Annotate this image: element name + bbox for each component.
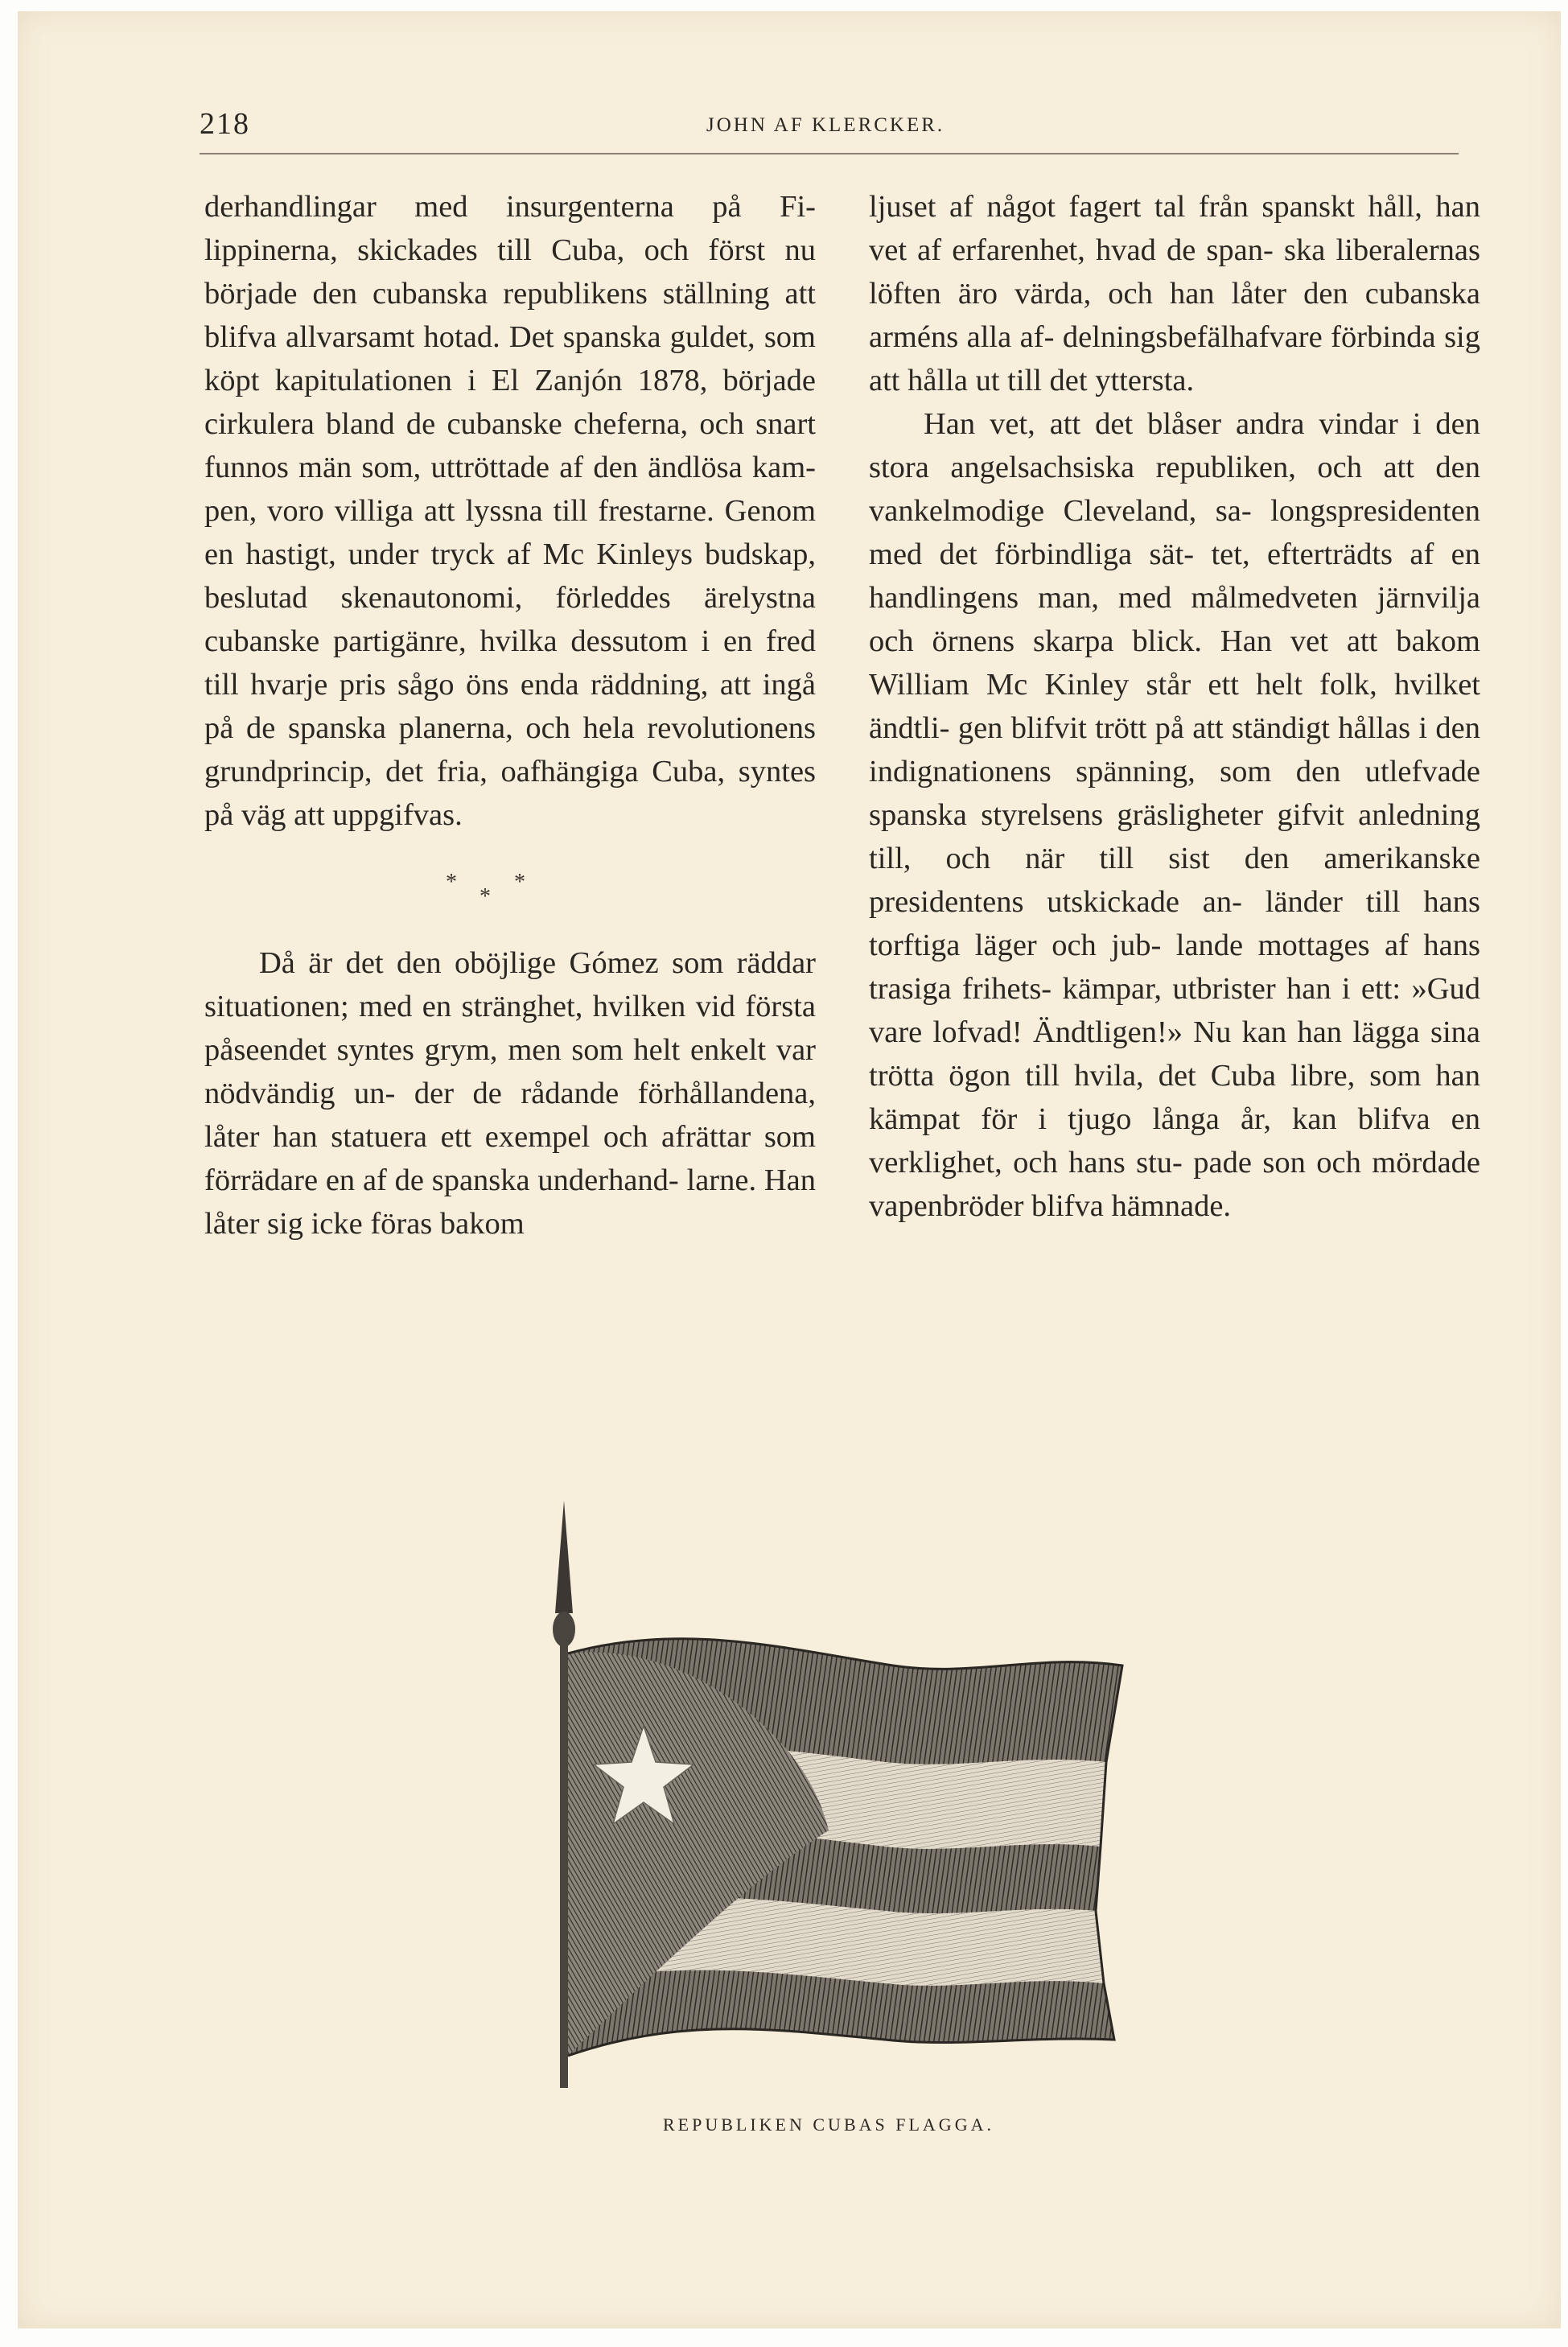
asterisk: *	[514, 870, 525, 895]
pole-finial	[555, 1501, 573, 1613]
text-line: sina trötta ögon till hvila, det Cuba libre,	[869, 1015, 1481, 1093]
asterisk: *	[479, 884, 491, 909]
text-line: utlefvade spanska styrelsens gräsligheter	[869, 755, 1481, 832]
text-line: ut till det yttersta.	[975, 364, 1195, 397]
text-line: kämpar, utbrister han i ett: »Gud vare	[869, 972, 1480, 1049]
text-line: män som, uttröttade af den ändlösa kam-	[298, 451, 816, 484]
text-line: som han kämpat för i tjugo långa år,	[869, 1059, 1480, 1136]
text-line: håll, han vet af erfarenhet, hvad de span-	[869, 190, 1480, 267]
text-line: delningsbefälhafvare förbinda sig att hålla	[869, 320, 1480, 397]
text-line: ställning att blifva allvarsamt hotad. Det	[204, 277, 816, 354]
text-line: pen, voro villiga att lyssna till frestarne.	[204, 494, 714, 528]
text-line: hämnade.	[1111, 1189, 1232, 1223]
text-line: och att den vankelmodige Cleveland, sa-	[869, 451, 1481, 528]
text-line: i den stora angelsachsiska republiken,	[869, 407, 1480, 484]
flag-pole	[560, 1637, 568, 2088]
section-break	[204, 837, 816, 941]
text-line: målmedveten järnvilja och örnens skarpa	[869, 581, 1481, 658]
text-line: förleddes ärelystna cubanske partigänre,	[204, 581, 816, 658]
text-line: longspresidenten med det förbindliga sät-	[869, 494, 1480, 571]
paragraph	[869, 185, 1480, 402]
paragraph	[204, 941, 816, 1246]
figure-caption: REPUBLIKEN CUBAS FLAGGA.	[663, 2114, 994, 2135]
page-header	[200, 106, 1455, 154]
text-line: hvilken vid första påseendet syntes grym,	[204, 990, 817, 1067]
text-line: räddar situationen; med en stränghet,	[204, 946, 816, 1023]
cuban-flag-engraving	[523, 1493, 1134, 2088]
text-line: lande mottages af hans trasiga frihets-	[869, 929, 1481, 1006]
text-line: Han vet, att det blåser andra vindar	[924, 407, 1398, 441]
left-column	[204, 185, 816, 1246]
text-line: sågo öns enda räddning, att ingå på de	[204, 668, 817, 745]
text-line: förrädare en af de spanska underhand-	[204, 1163, 679, 1197]
pole-knob	[553, 1612, 575, 1647]
text-line: gen blifvit trött på att ständigt hållas i	[957, 711, 1428, 745]
text-line: Kinleys budskap, beslutad skenautonomi,	[204, 537, 816, 615]
text-line: statuera ett exempel och afrättar som	[331, 1120, 816, 1154]
text-line: amerikanske presidentens utskickade an-	[869, 842, 1480, 919]
text-line: larne. Han låter sig icke föras bakom	[204, 1163, 817, 1241]
text-line: länder till hans torftiga läger och jub-	[869, 885, 1480, 962]
text-line: Genom en hastigt, under tryck af Mc	[204, 494, 817, 571]
text-line: pade son och mördade vapenbröder blifva	[869, 1146, 1480, 1223]
text-line: den indignationens spänning, som den	[869, 711, 1480, 789]
text-line: ska liberalernas löften äro värda, och	[869, 233, 1481, 311]
text-line: gifvit anledning till, och när till sist den	[869, 798, 1480, 875]
text-line: spanska planerna, och hela revolutionens	[288, 711, 816, 745]
paragraph	[869, 402, 1480, 1228]
text-line: i El Zanjón 1878, började cirkulera bland	[204, 364, 816, 441]
right-column	[869, 185, 1480, 1228]
flag-stripe	[568, 1970, 1114, 2056]
text-line: syntes på väg att uppgifvas.	[204, 755, 817, 832]
text-line: der de rådande förhållandena, låter han	[204, 1077, 817, 1154]
paragraph	[204, 185, 816, 837]
text-line: lofvad! Ändtligen!» Nu kan han lägga	[932, 1015, 1420, 1049]
text-line: lippinerna, skickades till Cuba, och först	[204, 233, 766, 267]
text-line: grundprincip, det fria, oafhängiga Cuba,	[204, 755, 726, 789]
header-rule	[200, 153, 1459, 154]
text-line: men som helt enkelt var nödvändig un-	[204, 1033, 816, 1110]
text-line: spanska guldet, som köpt kapitulationen	[204, 320, 816, 397]
text-line: nu började den cubanska republikens	[204, 233, 817, 311]
text-line: Kinley står ett helt folk, hvilket ändtli-	[869, 668, 1481, 745]
text-line: ljuset af något fagert tal från spanskt	[869, 190, 1355, 224]
text-line: kan blifva en verklighet, och hans stu-	[869, 1102, 1481, 1180]
text-line: blick. Han vet att bakom William Mc	[869, 624, 1480, 702]
text-line: tet, efterträdts af en handlingens man, med	[869, 537, 1481, 615]
text-line: Då är det den oböjlige Gómez som	[259, 946, 724, 980]
flag-figure	[523, 1493, 1134, 2088]
text-line: de cubanske cheferna, och snart funnos	[204, 407, 817, 484]
text-line: derhandlingar med insurgenterna på Fi-	[204, 190, 816, 224]
text-line: han låter den cubanska arméns alla af-	[869, 277, 1480, 354]
running-title: JOHN AF KLERCKER.	[706, 114, 945, 136]
page-number: 218	[200, 107, 250, 141]
asterisk: *	[446, 870, 457, 895]
text-line: hvilka dessutom i en fred till hvarje pris	[204, 624, 816, 702]
